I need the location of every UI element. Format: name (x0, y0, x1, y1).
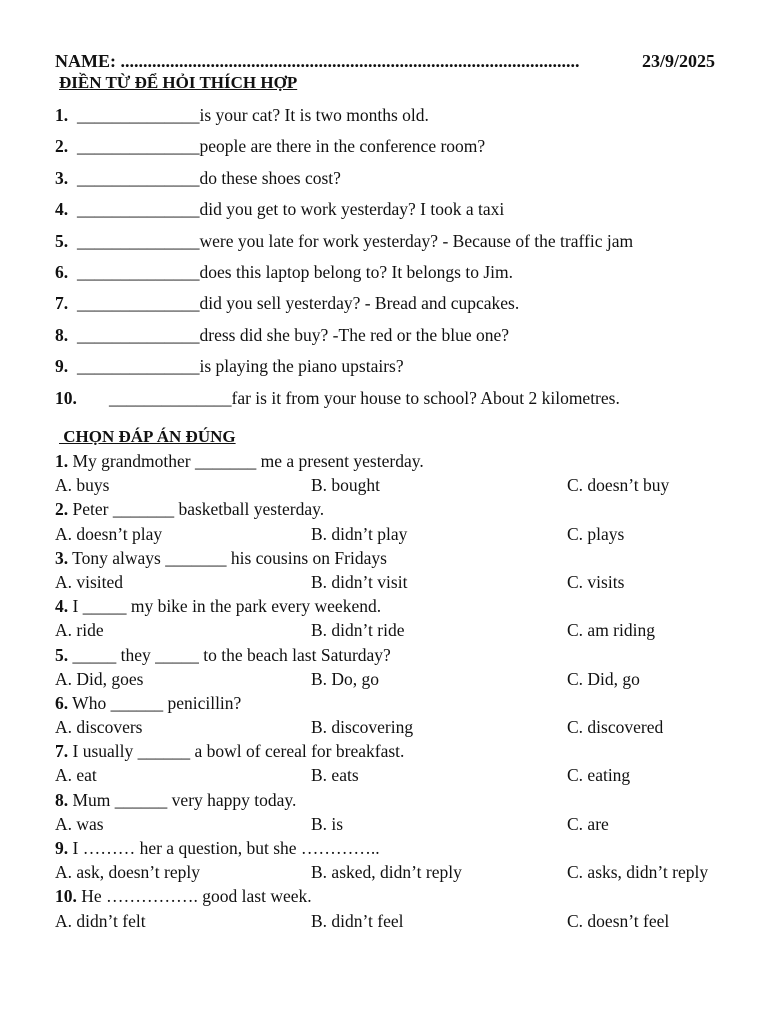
answer-options (55, 619, 745, 643)
question-text: He ……………. good last week. (76, 886, 312, 907)
fill-in-question (55, 387, 735, 418)
question-number: 6. (55, 692, 69, 713)
multiple-choice-question (55, 740, 745, 788)
option-c: C. am riding (567, 620, 655, 641)
question-number: 10. (55, 387, 77, 408)
question-number: 3. (55, 547, 69, 568)
question-stem (55, 692, 745, 716)
answer-options (55, 716, 745, 740)
name-field-label: NAME: ...................................................................................................... (55, 51, 580, 71)
answer-blank: ______________ (77, 105, 200, 125)
question-stem (55, 789, 745, 813)
fill-in-question (55, 167, 735, 198)
option-a: A. didn’t felt (55, 910, 146, 931)
option-a: A. ask, doesn’t reply (55, 862, 200, 883)
option-a: A. discovers (55, 717, 143, 738)
answer-blank: ______________ (77, 136, 200, 157)
question-stem (55, 498, 745, 522)
fill-in-question (55, 104, 735, 135)
question-text: did you sell yesterday? - Bread and cupcakes. (199, 293, 520, 314)
question-number: 3. (55, 167, 69, 188)
date-label: 23/9/2025 (641, 51, 715, 71)
question-stem (55, 837, 745, 861)
question-number: 9. (55, 356, 69, 377)
fill-in-question-list (55, 104, 735, 418)
answer-options (55, 910, 745, 934)
option-b: B. Do, go (311, 668, 380, 689)
option-a: A. Did, goes (55, 668, 144, 689)
option-c: C. discovered (567, 717, 664, 738)
question-text: I ……… her a question, but she ………….. (68, 838, 380, 858)
option-b: B. discovering (311, 717, 414, 738)
option-a: A. doesn’t play (55, 523, 163, 544)
fill-in-question (55, 324, 735, 355)
option-c: C. visits (567, 571, 625, 592)
worksheet-header (55, 51, 715, 72)
answer-options (55, 668, 745, 692)
option-c: C. doesn’t buy (567, 475, 670, 496)
question-stem (55, 595, 745, 619)
option-a: A. was (55, 813, 104, 834)
question-text: does this laptop belong to? It belongs to Jim. (199, 261, 514, 282)
question-number: 2. (55, 499, 69, 520)
question-number: 5. (55, 230, 69, 251)
answer-options (55, 764, 745, 788)
question-text: I _____ my bike in the park every weekend. (68, 596, 382, 617)
multiple-choice-question (55, 644, 745, 692)
question-number: 1. (55, 105, 69, 125)
section-1-title: ĐIỀN TỪ ĐỂ HỎI THÍCH HỢP (59, 73, 298, 92)
multiple-choice-question (55, 450, 745, 498)
multiple-choice-question (55, 498, 745, 546)
question-text: far is it from your house to school? About 2 kilometres. (231, 387, 620, 408)
question-stem (55, 644, 745, 668)
answer-options (55, 523, 745, 547)
multiple-choice-question (55, 547, 745, 595)
option-b: B. didn’t feel (311, 910, 404, 931)
option-b: B. asked, didn’t reply (311, 862, 462, 883)
fill-in-question (55, 355, 735, 386)
question-text: dress did she buy? -The red or the blue one? (199, 324, 510, 345)
option-c: C. Did, go (567, 668, 640, 689)
question-text: I usually ______ a bowl of cereal for breakfast. (68, 741, 405, 762)
multiple-choice-list (55, 450, 745, 934)
option-b: B. didn’t play (311, 523, 408, 544)
multiple-choice-question (55, 789, 745, 837)
question-stem (55, 450, 745, 474)
question-text: My grandmother _______ me a present yesterday. (68, 451, 424, 471)
answer-blank: ______________ (77, 167, 200, 188)
question-text: Tony always _______ his cousins on Fridays (68, 547, 387, 568)
option-a: A. ride (55, 620, 104, 641)
option-c: C. asks, didn’t reply (567, 862, 709, 883)
answer-blank: ______________ (77, 230, 200, 251)
question-number: 9. (55, 838, 69, 858)
answer-options (55, 861, 745, 885)
section-2-title: CHỌN ĐÁP ÁN ĐÚNG (59, 427, 236, 446)
option-b: B. didn’t ride (311, 620, 405, 641)
question-text: did you get to work yesterday? I took a taxi (199, 199, 505, 220)
question-number: 2. (55, 136, 69, 157)
question-number: 4. (55, 199, 69, 220)
question-stem (55, 740, 745, 764)
question-text: were you late for work yesterday? - Because of the traffic jam (199, 230, 634, 251)
question-number: 10. (55, 886, 77, 907)
option-b: B. didn’t visit (311, 571, 408, 592)
question-text: _____ they _____ to the beach last Saturday? (68, 644, 391, 665)
fill-in-question (55, 230, 735, 261)
question-text: do these shoes cost? (199, 167, 341, 188)
fill-in-question (55, 198, 735, 229)
multiple-choice-question (55, 692, 745, 740)
answer-blank: ______________ (77, 356, 200, 377)
fill-in-question (55, 261, 735, 292)
option-c: C. doesn’t feel (567, 910, 670, 931)
question-text: Mum ______ very happy today. (68, 789, 297, 810)
question-text: is your cat? It is two months old. (199, 105, 429, 125)
answer-blank: ______________ (77, 199, 200, 220)
answer-blank: ______________ (109, 387, 232, 408)
question-number: 8. (55, 324, 69, 345)
option-c: C. are (567, 813, 609, 834)
question-text: is playing the piano upstairs? (199, 356, 404, 377)
answer-options (55, 813, 745, 837)
answer-blank: ______________ (77, 261, 200, 282)
option-a: A. visited (55, 571, 124, 592)
question-number: 8. (55, 789, 69, 810)
option-b: B. bought (311, 475, 381, 496)
option-b: B. eats (311, 765, 359, 786)
question-number: 6. (55, 261, 69, 282)
option-c: C. plays (567, 523, 625, 544)
option-a: A. buys (55, 475, 110, 496)
question-text: Who ______ penicillin? (68, 692, 242, 713)
answer-options (55, 474, 745, 498)
multiple-choice-question (55, 885, 745, 933)
option-a: A. eat (55, 765, 97, 786)
section-2-heading (55, 427, 236, 447)
question-text: Peter _______ basketball yesterday. (68, 499, 325, 520)
answer-options (55, 571, 745, 595)
fill-in-question (55, 292, 735, 323)
answer-blank: ______________ (77, 293, 200, 314)
multiple-choice-question (55, 595, 745, 643)
question-number: 4. (55, 596, 69, 617)
question-stem (55, 885, 745, 909)
question-stem (55, 547, 745, 571)
section-1-heading (55, 73, 297, 93)
question-number: 5. (55, 644, 69, 665)
multiple-choice-question (55, 837, 745, 885)
option-b: B. is (311, 813, 344, 834)
question-number: 1. (55, 451, 69, 471)
option-c: C. eating (567, 765, 631, 786)
question-number: 7. (55, 741, 69, 762)
fill-in-question (55, 135, 735, 166)
question-number: 7. (55, 293, 69, 314)
answer-blank: ______________ (77, 324, 200, 345)
question-text: people are there in the conference room? (199, 136, 486, 157)
